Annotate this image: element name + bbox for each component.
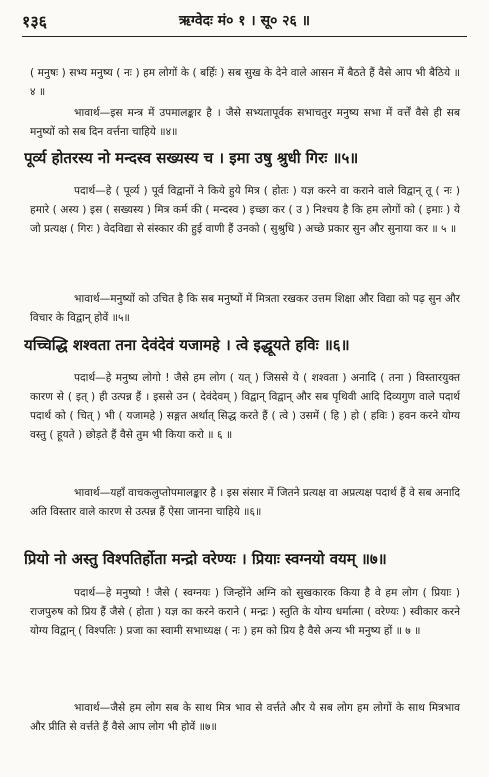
bhavartha-4: भावार्थ—इस मन्त्र में उपमालङ्कार है । जैसे सभ्यतापूर्वक सभाचतुर मनुष्य सभा में वर्त्तें वैसे ही सब मनुष्यों को सब दिन वर्त्तना चाहिये ॥४॥	[30, 107, 460, 138]
mantra-6: यच्चिद्धि शश्वता तना देवंदेवं यजामहे । त्वे इद्धूयते हविः ॥६॥	[24, 336, 350, 354]
padartha-continuation: ( मनुषः ) सभ्य मनुष्य ( नः ) हम लोगों के ( बर्हिः ) सब सुख के देने वाले आसन में बैठते हैं वैसे आप भी बैठिये ॥ ४ ॥	[30, 67, 460, 98]
padartha-7: पदार्थ—हे मनुष्यो ! जैसे ( स्वग्नयः ) जिन्होंने अग्नि को सुखकारक किया है वे हम लोग ( प्रियाः ) राजपुरुष को प्रिय हैं जैसे ( होता ) यज्ञ का करने कराने ( मन्द्रः ) स्तुति के योग्य धर्मात्मा ( वरेण्यः ) स्वीकार करने योग्य विद्वान् ( विश्पतिः ) प्रजा का स्वामी सभाध्यक्ष ( नः ) हम को प्रिय है वैसे अन्य भी मनुष्य हों ॥ ७ ॥	[30, 587, 460, 637]
bhavartha-7: भावार्थ—जैसे हम लोग सब के साथ मित्र भाव से वर्त्तते और ये सब लोग हम लोगों के साथ मित्रभाव और प्रीति से वर्त्तते हैं वैसे आप लोग भी होवें ॥७॥	[30, 702, 460, 733]
running-title: ऋग्वेदः मं० १ । सू० २६ ॥	[178, 13, 311, 29]
page-number: १३६	[22, 12, 47, 31]
bhavartha-5: भावार्थ—मनुष्यों को उचित है कि सब मनुष्यों में मित्रता रखकर उत्तम शिक्षा और विद्या को पढ़ सुन और विचार के विद्वान् होवें ॥५॥	[30, 293, 460, 324]
padartha-6: पदार्थ—हे मनुष्य लोगो ! जैसे हम लोग ( यत् ) जिससे ये ( शश्वता ) अनादि ( तना ) विस्तारयुक्त कारण से ( इत् ) ही उत्पन्न हैं । इससे उन ( देवंदेवम् ) विद्वान् विद्वान् और सब पृथिवी आदि दिव्यगुण वाले पदार्थ पदार्थ को ( चित् ) भी ( यजामहे ) सङ्गत अर्थात् सिद्ध करते हैं ( त्वे ) उसमें ( हि ) हो ( हविः ) हवन करने योग्य वस्तु ( हूयते ) छोड़ते हैं वैसे तुम भी किया करो ॥ ६ ॥	[30, 372, 460, 441]
mantra-5: पूर्व्य होतरस्य नो मन्दस्व सख्यस्य च । इमा उषु श्रुधी गिरः ॥५॥	[24, 149, 359, 167]
page-header	[22, 8, 467, 37]
bhavartha-6: भावार्थ—यहाँ वाचकलुप्तोपमालङ्कार है । इस संसार में जितने प्रत्यक्ष वा अप्रत्यक्ष पदार्थ हैं वे सब अनादि अति विस्तार वाले कारण से उत्पन्न हैं ऐसा जानना चाहिये ॥६॥	[30, 487, 460, 518]
padartha-5: पदार्थ—हे ( पूर्व्य ) पूर्व विद्वानों ने किये हुये मित्र ( होतः ) यज्ञ करने वा कराने वाले विद्वान् तू ( नः ) हमारे ( अस्य ) इस ( सख्यस्य ) मित्र कर्म की ( मन्दस्व ) इच्छा कर ( उ ) निश्चय है कि हम लोगों को ( इमाः ) ये जो प्रत्यक्ष ( गिरः ) वेदविद्या से संस्कार की हुई वाणी हैं उनको ( सुश्रुधि ) अच्छे प्रकार सुन और सुनाया कर ॥ ५ ॥	[30, 185, 460, 235]
mantra-7: प्रियो नो अस्तु विश्पतिर्होता मन्द्रो वरेण्यः । प्रियाः स्वग्नयो वयम् ॥७॥	[24, 550, 387, 568]
